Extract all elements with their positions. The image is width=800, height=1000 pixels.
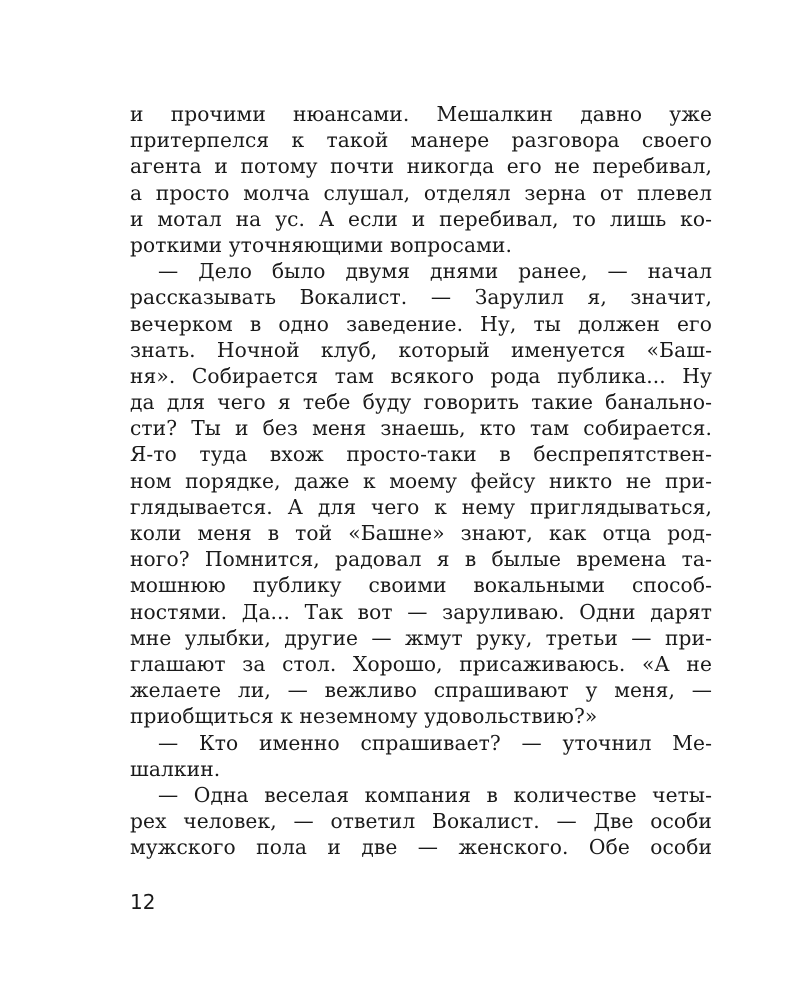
text-line: и прочими нюансами. Мешалкин давно уже (130, 102, 712, 126)
text-line: да для чего я тебе буду говорить такие банально- (130, 390, 712, 415)
text-line: шалкин. (130, 756, 221, 781)
text-line: глядывается. А для чего к нему приглядываться, (130, 494, 712, 519)
text-line: Я-то туда вхож просто-таки в беспрепятствен- (130, 442, 712, 467)
text-line: — Кто именно спрашивает? — уточнил Ме- (158, 730, 712, 755)
text-line: вечерком в одно заведение. Ну, ты должен его (130, 311, 712, 336)
page-number: 12 (130, 890, 156, 914)
text-line: ного? Помнится, радовал я в былые времена та- (130, 547, 712, 572)
text-line: ня». Собирается там всякого рода публика... Ну (130, 363, 712, 388)
text-line: сти? Ты и без меня знаешь, кто там собирается. (130, 416, 712, 441)
text-line: — Дело было двумя днями ранее, — начал (158, 259, 712, 284)
text-line: коли меня в той «Башне» знают, как отца род- (130, 521, 712, 545)
text-line: рех человек, — ответил Вокалист. — Две особи (130, 809, 712, 834)
text-line: ном порядке, даже к моему фейсу никто не при- (130, 468, 712, 493)
text-line: рассказывать Вокалист. — Зарулил я, значит, (130, 285, 712, 310)
text-line: ностями. Да... Так вот — заруливаю. Одни дарят (130, 599, 712, 624)
body-text (130, 101, 712, 860)
text-line: знать. Ночной клуб, который именуется «Баш- (130, 337, 712, 362)
text-line: — Одна веселая компания в количестве четы- (158, 782, 712, 807)
text-line: глашают за стол. Хорошо, присаживаюсь. «А не (130, 651, 712, 676)
text-line: притерпелся к такой манере разговора своего (130, 128, 712, 153)
text-line: мошнюю публику своими вокальными способ- (130, 573, 712, 598)
text-line: и мотал на ус. А если и перебивал, то лишь ко- (130, 206, 712, 231)
text-line: мне улыбки, другие — жмут руку, третьи — при- (130, 625, 712, 650)
text-line: а просто молча слушал, отделял зерна от плевел (130, 180, 712, 205)
text-line: приобщиться к неземному удовольствию?» (130, 704, 598, 729)
text-line: мужского пола и две — женского. Обе особи (130, 835, 712, 860)
text-line: желаете ли, — вежливо спрашивают у меня, — (130, 678, 712, 703)
text-line: роткими уточняющими вопросами. (130, 232, 512, 257)
text-line: агента и потому почти никогда его не перебивал, (130, 154, 712, 179)
